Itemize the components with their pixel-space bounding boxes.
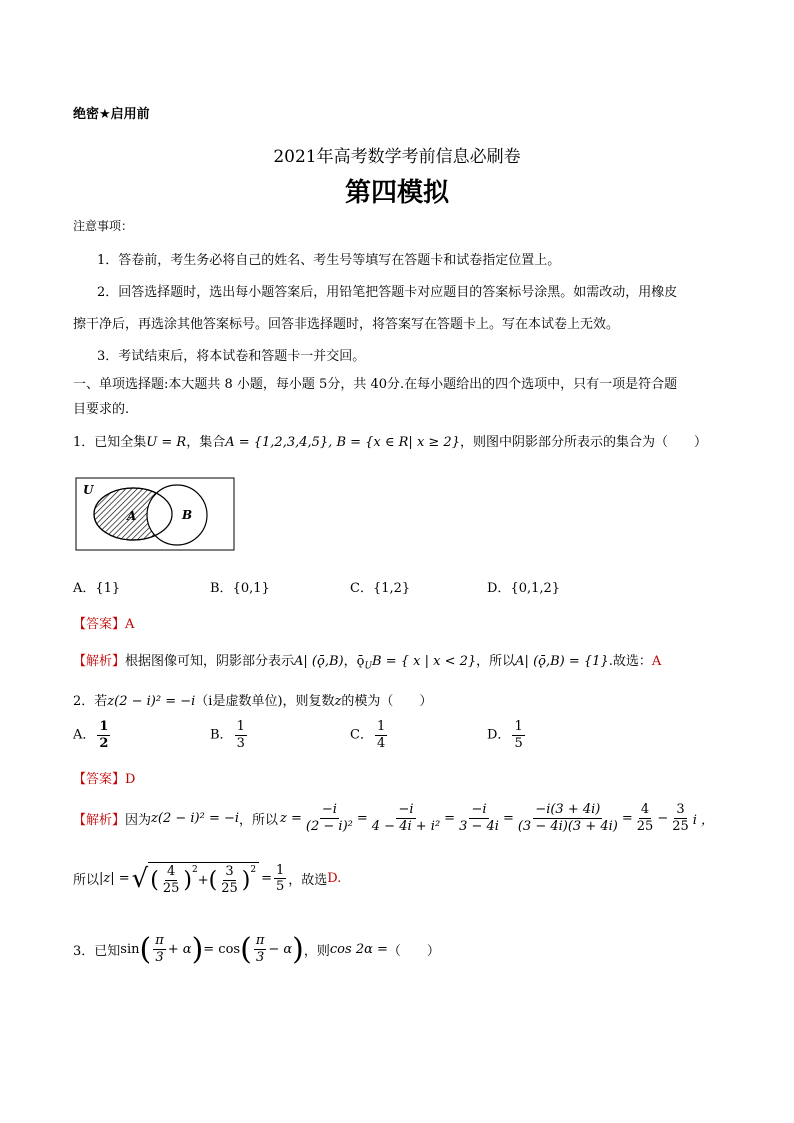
q2-option-b-label: B． <box>210 727 233 743</box>
q2-root-fraction-1 <box>161 865 182 895</box>
confidential-label: 绝密★启用前 <box>73 107 150 122</box>
q2-option-d-den: 5 <box>514 735 523 751</box>
q2-fraction-6-num: 3 <box>676 802 685 817</box>
q2-answer <box>73 768 135 787</box>
notice-heading: 注意事项： <box>73 219 134 233</box>
q1-analysis-text-2: ， <box>343 654 357 669</box>
q2-equals-5: = <box>261 871 272 887</box>
q2-expr: z(2 − i)² = −i <box>107 694 196 709</box>
q2-plus: + <box>197 872 209 888</box>
sqrt-icon: √ <box>131 863 149 894</box>
q2-option-b-num: 1 <box>236 719 245 734</box>
q2-option-b-fraction <box>235 720 247 750</box>
q2-answer-value: D <box>125 772 136 787</box>
q2-root-fraction-1-den: 25 <box>162 880 180 896</box>
section-heading-line1: 一、单项选择题:本大题共 8 小题，每小题 5分，共 40分.在每小题给出的四个选项中，只有一项是符合题 <box>73 377 678 392</box>
paper-title: 2021年高考数学考前信息必刷卷 <box>273 147 521 167</box>
q2-minus: − <box>657 810 669 826</box>
q2-fraction-2 <box>370 803 442 833</box>
q1-option-c-text: {1,2} <box>372 581 411 596</box>
q2-radicand <box>148 862 259 895</box>
paper-subtitle: 第四模拟 <box>344 178 449 208</box>
q2-fraction-6-den: 25 <box>672 818 689 834</box>
q2-fraction-3 <box>457 803 501 833</box>
q1-sets: A = {1,2,3,4,5}, B = {x ∈ R| x ≥ 2} <box>225 435 460 450</box>
q3-prefix: 3．已知 <box>73 944 121 959</box>
q3-suffix: （ ） <box>387 944 440 959</box>
q2-option-c-label: C． <box>350 727 373 743</box>
q3-cos2a: cos 2α = <box>329 942 388 957</box>
q2-option-a-den: 2 <box>99 735 109 751</box>
q1-analysis-tag: 【解析】 <box>73 654 126 669</box>
q2-fraction-3-den: 3 − 4i <box>459 818 499 834</box>
left-paren-icon: ( <box>208 867 218 893</box>
q2-option-b[interactable] <box>210 720 249 750</box>
q2-option-d-num: 1 <box>514 719 523 734</box>
q2-analysis-line-2 <box>73 862 341 895</box>
q2-option-c-den: 4 <box>376 735 386 751</box>
q1-analysis-expr-3: A| (ǭ,B) = {1} <box>515 654 609 669</box>
venn-label-a: A <box>127 509 137 523</box>
q1-option-d-text: {0,1,2} <box>510 581 561 596</box>
q1-analysis-complement: ǭ <box>356 654 365 669</box>
q1-analysis-answer: A <box>651 654 662 669</box>
question-3-stem <box>73 932 440 967</box>
right-paren-icon: ) <box>183 867 192 893</box>
q3-plus-alpha: + α <box>167 942 192 957</box>
q3-fraction-2-num: π <box>255 933 265 949</box>
q3-fraction-1-num: π <box>155 933 164 949</box>
squared-icon: 2 <box>191 865 198 875</box>
q1-analysis-text-1: 根据图像可知，阴影部分表示 <box>125 654 295 669</box>
q2-i-end: i ， <box>692 812 715 828</box>
q2-equals-3: = <box>502 810 514 826</box>
q2-option-a-num: 1 <box>99 719 109 734</box>
notice-item-2b: 擦干净后，再选涂其他答案标号。回答非选择题时，将答案写在答题卡上。写在本试卷上无效。 <box>73 317 620 332</box>
q1-analysis-expr-2: B = { x | x < 2} <box>372 654 477 669</box>
q2-suffix: 的模为（ ） <box>341 694 433 709</box>
q2-z-equals: z = <box>280 810 302 826</box>
q2-option-a[interactable] <box>73 720 112 750</box>
q1-option-a-text: {1} <box>95 581 121 596</box>
q1-answer-value: A <box>125 617 135 632</box>
q2-fraction-4-num: −i(3 + 4i) <box>535 802 601 817</box>
q3-eq-cos: = cos <box>203 942 241 957</box>
q2-option-c-fraction <box>375 720 387 750</box>
q1-answer-tag: 【答案】 <box>73 617 126 632</box>
q2-abs-z: |z| = <box>99 871 130 887</box>
q2-equals-4: = <box>621 810 633 826</box>
q1-analysis-text-4: .故选： <box>608 654 652 669</box>
section-heading-line2: 目要求的. <box>73 402 130 417</box>
question-1-stem <box>73 431 707 450</box>
q2-z: z <box>334 694 342 709</box>
q3-sin: sin <box>120 942 140 957</box>
q2-analysis-expr: z(2 − i)² = −i <box>151 810 240 826</box>
q2-fraction-3-num: −i <box>471 802 487 817</box>
q3-fraction-2-den: 3 <box>255 950 265 965</box>
q1-analysis-text-3: ，所以 <box>476 654 516 669</box>
q2-fraction-6 <box>670 803 691 833</box>
left-paren-icon: ( <box>139 932 152 967</box>
q2-option-a-label: A． <box>73 727 96 743</box>
q3-minus-alpha: − α <box>268 942 293 957</box>
left-paren-icon: ( <box>150 867 159 893</box>
q1-analysis-complement-sub: U <box>364 661 373 672</box>
q2-choose: ，故选 <box>288 873 328 889</box>
q1-option-b-text: {0,1} <box>232 581 270 596</box>
q1-option-b-label: B． <box>210 581 233 596</box>
q2-fraction-4-den: (3 − 4i)(3 + 4i) <box>517 818 618 834</box>
q2-mid: （i是虚数单位)，则复数 <box>195 694 335 709</box>
q2-option-d[interactable] <box>487 720 527 750</box>
q3-fraction-1 <box>153 934 166 964</box>
q3-mid: ，则 <box>303 944 330 959</box>
q2-choose-answer: D. <box>327 871 342 887</box>
q2-prefix: 2．若 <box>73 694 108 709</box>
right-paren-icon: ) <box>191 932 204 967</box>
right-paren-icon: ) <box>241 867 251 893</box>
q2-option-c[interactable] <box>350 720 389 750</box>
q2-analysis-text-1: 因为 <box>125 812 152 828</box>
q2-option-d-fraction <box>512 720 524 750</box>
question-2-stem <box>73 690 432 709</box>
venn-label-u: U <box>83 483 94 497</box>
q2-fraction-2-den: 4 − 4i + i² <box>371 818 441 834</box>
q1-option-d[interactable] <box>487 577 560 596</box>
notice-item-2a: 2．回答选择题时，选出每小题答案后，用铅笔把答题卡对应题目的答案标号涂黑。如需改动，用橡皮 <box>97 285 678 300</box>
q2-fraction-5 <box>635 803 656 833</box>
q2-fraction-2-num: −i <box>398 802 414 817</box>
q1-option-a[interactable] <box>73 577 120 596</box>
notice-item-1: 1．答卷前，考生务必将自己的姓名、考生号等填写在答题卡和试卷指定位置上。 <box>97 253 561 268</box>
q2-fraction-4 <box>516 803 620 833</box>
q1-option-a-label: A． <box>73 581 96 596</box>
q1-suffix: ，则图中阴影部分所表示的集合为（ ） <box>459 435 707 450</box>
q3-fraction-1-den: 3 <box>155 950 164 965</box>
q2-fraction-5-num: 4 <box>640 802 650 817</box>
q2-fraction-5-den: 25 <box>636 818 654 834</box>
q2-root-fraction-1-num: 4 <box>166 864 176 879</box>
q2-option-d-label: D． <box>487 727 511 743</box>
q2-fraction-1 <box>304 803 355 833</box>
q2-analysis-line-1 <box>73 803 714 833</box>
q1-option-b[interactable] <box>210 577 270 596</box>
q2-fraction-1-den: (2 − i)² <box>305 818 353 834</box>
q1-option-c-label: C． <box>350 581 373 596</box>
q1-universe: U = R <box>146 435 187 450</box>
q3-fraction-2 <box>254 934 267 964</box>
q2-equals-1: = <box>356 810 368 826</box>
q2-analysis-text-2: ，所以 <box>239 812 279 828</box>
q2-answer-tag: 【答案】 <box>73 772 126 787</box>
squared-icon: 2 <box>250 865 257 875</box>
venn-label-b: B <box>182 508 193 522</box>
q2-so: 所以 <box>73 873 100 889</box>
q1-option-c[interactable] <box>350 577 410 596</box>
q2-root-fraction-2-den: 25 <box>221 880 238 896</box>
q1-analysis <box>73 650 661 672</box>
venn-diagram <box>75 477 237 552</box>
q2-option-b-den: 3 <box>236 735 245 751</box>
q2-result-num: 1 <box>275 862 285 878</box>
q2-equals-2: = <box>444 810 456 826</box>
q2-result-den: 5 <box>275 879 285 895</box>
q1-prefix: 1．已知全集 <box>73 435 147 450</box>
q2-result-fraction <box>274 864 286 894</box>
q2-option-c-num: 1 <box>376 719 386 734</box>
q1-answer <box>73 613 134 632</box>
q1-mid: ，集合 <box>186 435 226 450</box>
notice-item-3: 3．考试结束后，将本试卷和答题卡一并交回。 <box>97 349 366 364</box>
q1-option-d-label: D． <box>487 581 511 596</box>
q2-root-fraction-2-num: 3 <box>225 864 234 879</box>
right-paren-icon: ) <box>292 932 304 967</box>
q2-fraction-1-num: −i <box>321 802 337 817</box>
q2-root-fraction-2 <box>219 865 240 895</box>
q1-analysis-expr-1: A| (ǭ,B) <box>294 654 344 669</box>
left-paren-icon: ( <box>240 932 252 967</box>
q2-analysis-tag: 【解析】 <box>73 812 126 828</box>
q2-option-a-fraction <box>97 720 110 750</box>
